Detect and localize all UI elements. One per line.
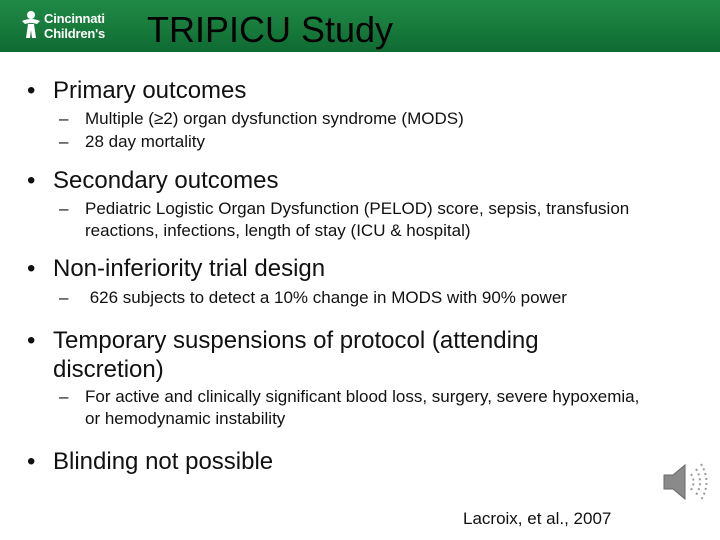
bullet-marker: • [27, 327, 36, 354]
slide-title: TRIPICU Study [147, 9, 394, 50]
bullet-marker: • [27, 255, 36, 282]
dash-marker: – [59, 109, 69, 128]
citation: Lacroix, et al., 2007 [463, 509, 612, 528]
dash-marker: – [59, 132, 69, 151]
sub-bullet [59, 131, 685, 153]
sub-bullet [59, 198, 655, 242]
bullet-marker: • [27, 77, 36, 104]
sub-bullet-text: 28 day mortality [85, 132, 205, 151]
sub-bullet [59, 386, 645, 430]
dash-marker: – [59, 288, 69, 307]
bullet-marker: • [27, 167, 36, 194]
bullet-text: Non-inferiority trial design [53, 255, 326, 282]
bullet-trial-design [27, 254, 673, 283]
sub-bullet-text: 626 subjects to detect a 10% change in MODS with 90% power [85, 288, 567, 307]
bullet-protocol-suspensions [27, 326, 613, 384]
title-bar [0, 0, 720, 52]
bullet-text: Secondary outcomes [53, 167, 279, 194]
bullet-text: Temporary suspensions of protocol (attending discretion) [53, 327, 539, 383]
bullet-text: Primary outcomes [53, 77, 247, 104]
sub-bullet [59, 287, 685, 309]
sub-bullet-text: Multiple (≥2) organ dysfunction syndrome (MODS) [85, 109, 464, 128]
dash-marker: – [59, 199, 69, 218]
bullet-secondary-outcomes [27, 166, 673, 195]
logo-wordmark [44, 11, 105, 41]
sub-bullet-text: Pediatric Logistic Organ Dysfunction (PELOD) score, sepsis, transfusion reactions, infections, length of stay (ICU & hospital) [85, 199, 630, 240]
sub-bullet [59, 108, 685, 130]
bullet-primary-outcomes [27, 76, 673, 105]
speaker-icon[interactable] [660, 460, 710, 504]
logo-line-1: Cincinnati [44, 11, 105, 26]
logo-figure-icon [20, 10, 42, 40]
logo-line-2: Children's [44, 26, 106, 41]
bullet-blinding [27, 447, 673, 476]
dash-marker: – [59, 387, 69, 406]
bullet-text: Blinding not possible [53, 448, 274, 475]
bullet-marker: • [27, 448, 36, 475]
sub-bullet-text: For active and clinically significant blood loss, surgery, severe hypoxemia, or hemodynamic instability [85, 387, 640, 428]
cincinnati-childrens-logo [20, 10, 132, 46]
